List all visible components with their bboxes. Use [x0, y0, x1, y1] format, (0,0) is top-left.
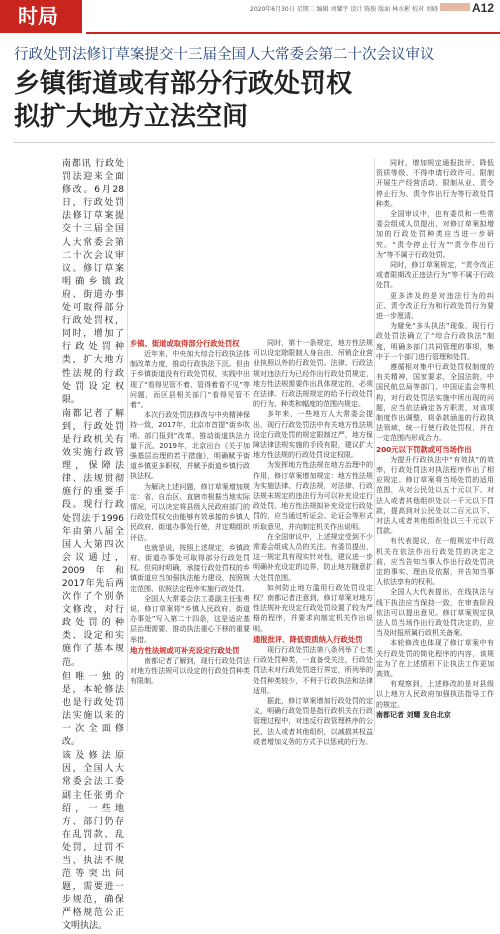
header-badge — [440, 3, 470, 11]
body-paragraph: 有观察到，上述修改的是对县级以上地方人民政府加强执法指导工作的规定。 — [376, 680, 494, 709]
body-paragraph: 有代表提议，在一般规定中行政机关在依法作出行政处罚的决定之前，应当告知当事人作出行政处罚决定的事实、理由及依据，并告知当事人依法享有的权利。 — [376, 537, 494, 587]
body-paragraph: 全国人大代表提出，在线执法与线下执法应当保持一致，在审查阶段依法可以提出意见。修订草案规定执法人员当场作出行政处罚决定的，应当及时报所属行政机关备案。 — [376, 588, 494, 638]
body-paragraph: 如何防止地方滥用行政处罚设定权？南都记者注意到，修订草案对地方性法规补充设定行政处罚设置了较为严格的程序，并要求向制定机关作出说明。 — [253, 583, 373, 633]
body-paragraph: 近年来，中央加大综合行政执法体制改革力度，推动行政执法下沉。但由于乡镇街道没有行政处罚权，实践中出现了“看得见管不着、管得着看不见”等问题，而区县相关部门“看得见管不着”。 — [130, 350, 250, 410]
body-paragraph: 也就是说，按照上述规定，乡镇政府、街道办事处可取得部分行政处罚权。但同时明确，承接行政处罚权的乡镇街道应当加强执法能力建设，按照规定范围、依照法定程序实施行政处罚。 — [130, 543, 250, 593]
body-paragraph: 现行行政处罚法第八条列举了七类行政处罚种类，一直备受关注，行政处罚法未对行政处罚进行界定，所列举的处罚种类较少，不利于行政执法和法律适用。 — [253, 645, 373, 695]
blank-area — [130, 152, 372, 334]
body-paragraph: 为提升行政执法中“有效执”的效率，行政处罚法对执法程序作出了相应规定。修订草案将当场处罚的适用范围，从对公民处以五十元以下、对法人或者其他组织处以一千元以下罚款，提高到对公民处以二百元以下、对法人或者其他组织处以三千元以下罚款。 — [376, 455, 494, 536]
body-paragraph: 同时，增加规定通报批评、降低资质等级、不得申请行政许可、限制开展生产经营活动、限制从业、责令停止行为、责令作出行为等行政处罚种类。 — [376, 159, 494, 208]
title-rule — [14, 142, 495, 143]
body-paragraph: 为发挥地方性法规在地方治理中的作用，修订草案增加规定：地方性法规为实施法律、行政法规，对法律、行政法规未规定的违法行为可以补充设定行政处罚。地方性法规拟补充设定行政处罚的，应当通过听证会、论证会等形式听取意见，并向制定机关作出说明。 — [253, 461, 373, 531]
column-divider — [374, 158, 375, 732]
body-paragraph: 为解决上述问题，修订草案增加规定：省、自治区、直辖市根据当地实际情况，可以决定将县级人民政府部门的行政处罚权交由能够有效承接的乡镇人民政府、街道办事处行使，并定期组织评估。 — [130, 482, 250, 542]
column-divider — [127, 158, 128, 732]
body-paragraph: 更多涉及的是对违法行为的纠正、责令改正行为和行政处罚行为要进一步厘清。 — [376, 291, 494, 321]
body-paragraph: 全国人大常委会法工委副主任张勇说，修订草案将“乡镇人民政府、街道办事处”写入第二十四条，这是适应基层治理需要、推动执法重心下移的重要举措。 — [130, 594, 250, 644]
body-paragraph: 为避免“多头执法”现象，现行行政处罚法确立了“综合行政执法”制度，明确多部门共同管理的事项，集中于一个部门进行管理和处罚。 — [376, 322, 494, 361]
section-subhead: 乡镇、街道或取得部分行政处罚权 — [130, 339, 240, 348]
lead-column — [62, 158, 124, 932]
lead-paragraph: 南都记者了解到，行政处罚是行政机关有效实施行政管理，保障法律、法规贯彻施行的重要手段。现行行政处罚法于1996年由第八届全国人大第四次会议通过，2009年和2017年先后两次作了个别条文修改，对行政处罚的种类、设定和实施作了基本规范。 — [62, 408, 124, 668]
body-paragraph: 全国审议中，也有委员和一些常委会组成人员提出，对修订草案拟增加的行政处罚种类应当进一步研究。“责令停止行为”“责令作出行为”等不属于行政处罚。 — [376, 210, 494, 259]
body-paragraph: 本轮修改也体现了修订草案中有关行政处罚的简化程序的内容，该规定为了在上述情形下让执法工作更加高效。 — [376, 639, 494, 678]
header-meta: 2020年6月30日 星期二 编辑 刘耀宇 设计 陈俊 版面 林水彬 校对 刘晓 — [250, 6, 438, 13]
body-column-2 — [130, 338, 250, 732]
body-paragraph: 本次行政处罚法修改与中央精神保持一致，2017年，北京市首提“街乡吹哨、部门报到”改革，推动街道执法力量下沉。2019年，北京出台《关于加强基层治理的若干措施》，明确赋予街道乡镇更多职权，并赋予街道乡镇行政执法权。 — [130, 411, 250, 481]
section-tag: 时局 — [0, 0, 82, 33]
body-paragraph: 遵循相对集中行政处罚权制度的有关精神，国家要求，全国法院、中国民航总局等部门、中国证监会等机构，对行政处罚法实施中所出现的问题，应当依法确定各方职责，对该项制度作出调整，将条款涵盖的行政执法领域，统一行使行政处罚权，并在一定范围内形成合力。 — [376, 363, 494, 443]
lead-paragraph: 该及修法原因，全国人大常委会法工委副主任张勇介绍，一些地方、部门仍存在乱罚款、乱处罚，过罚不当、执法不规范等突出问题，需要进一步规范，确保严格规范公正文明执法。 — [62, 751, 124, 932]
lead-paragraph: 但唯一独的是，本轮修法也是行政处罚法实施以来的一次全面修改。 — [62, 671, 124, 748]
body-paragraph: 同时，修订草案规定，“责令改正或者限期改正违法行为”等不属于行政处罚。 — [376, 261, 494, 290]
lead-paragraph: 南都讯 行政处罚法迎来全面修改。6月28日，行政处罚法修订草案提交十三届全国人大常委会第二十次会议审议。修订草案明确乡镇政府、街道办事处可取得部分行政处罚权，同时，增加了行政处罚种类，扩大地方性法规的行政处罚设定权限。 — [62, 159, 124, 405]
body-paragraph: 同时，第十一条规定，地方性法规可以设定除限制人身自由、吊销企业营业执照以外的行政处罚。法律、行政法规对违法行为已经作出行政处罚规定，地方性法规需要作出具体规定的，必须在法律、行政法规规定的给予行政处罚的行为、种类和幅度的范围内规定。 — [253, 339, 373, 409]
body-paragraph: 据此，修订草案增加行政处罚的定义，明确行政处罚是指行政机关在行政管理过程中，对违反行政管理秩序的公民、法人或者其他组织，以减损其权益或者增加义务的方式予以惩戒的行为。 — [253, 696, 373, 746]
main-headline — [14, 68, 494, 134]
headline-line-2: 拟扩大地方立法空间 — [14, 102, 249, 132]
headline-line-1: 乡镇街道或有部分行政处罚权 — [14, 69, 353, 99]
section-subhead: 通报批评、降低资质纳入行政处罚 — [253, 634, 363, 644]
section-subhead: 地方性法规或可补充设定行政处罚 — [130, 645, 240, 655]
byline: 南都记者 刘耀 发自北京 — [376, 710, 451, 719]
body-paragraph: 在全国审议中，上述规定受到不少常委会组成人员的关注。有委员提出，这一规定具有现实针对性，建议进一步明确补充设定的边界，防止地方随意扩大处罚范围。 — [253, 532, 373, 582]
body-paragraph: 南都记者了解到，现行行政处罚法对地方性法规可以设定的行政处罚种类有限制。 — [130, 656, 250, 686]
section-subhead: 200元以下罚款或可当场作出 — [376, 444, 472, 454]
header-rule — [86, 32, 500, 34]
sub-headline: 行政处罚法修订草案提交十三届全国人大常委会第二十次会议审议 — [14, 47, 435, 63]
body-paragraph: 多年来，一些地方人大常委会提出，现行行政处罚法中有关地方性法规设定行政处罚的规定限制过严，地方保障法律法规实施的手段有限，建议扩大地方性法规的行政处罚设定权限。 — [253, 410, 373, 460]
page-number: A12 — [472, 1, 495, 15]
body-column-4 — [376, 158, 494, 732]
body-column-3 — [253, 338, 373, 746]
